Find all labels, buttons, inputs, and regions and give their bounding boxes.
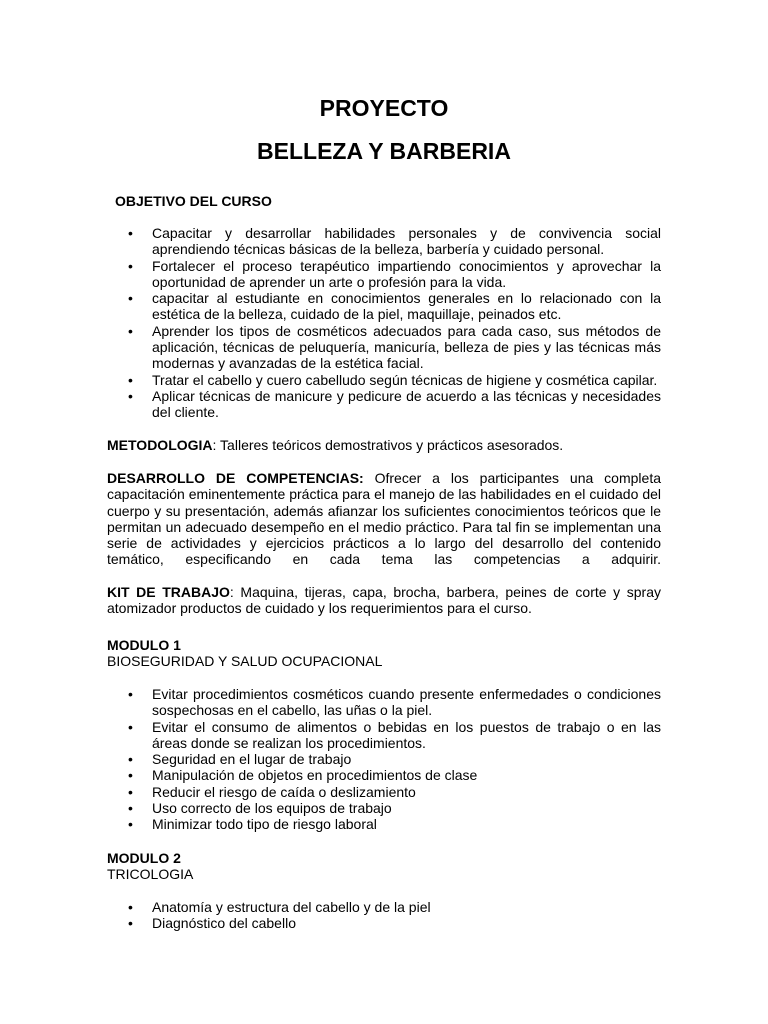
- desarrollo-paragraph: [107, 470, 661, 568]
- metodologia-text: : Talleres teóricos demostrativos y prácticos asesorados.: [212, 437, 564, 453]
- modulo1-label: MODULO 1: [107, 637, 181, 653]
- modulo2-subtitle: TRICOLOGIA: [107, 866, 194, 882]
- list-item: • Aplicar técnicas de manicure y pedicure de acuerdo a las técnicas y necesidades del cliente.: [152, 388, 661, 421]
- list-item: • Capacitar y desarrollar habilidades personales y de convivencia social aprendiendo técnicas básicas de la belleza, barbería y cuidado personal.: [152, 225, 661, 258]
- metodologia-paragraph: [107, 437, 661, 453]
- list-item: • capacitar al estudiante en conocimientos generales en lo relacionado con la estética de la belleza, cuidado de la piel, maquillaje, peinados etc.: [152, 290, 661, 323]
- list-item: • Manipulación de objetos en procedimientos de clase: [152, 767, 661, 783]
- document-title: PROYECTO: [319, 95, 449, 121]
- list-item: • Evitar el consumo de alimentos o bebidas en los puestos de trabajo o en las áreas donde se realizan los procedimientos.: [152, 719, 661, 752]
- modulo1-subtitle: BIOSEGURIDAD Y SALUD OCUPACIONAL: [107, 653, 383, 669]
- kit-label: KIT DE TRABAJO: [107, 584, 230, 600]
- list-item: • Reducir el riesgo de caída o deslizamiento: [152, 784, 661, 800]
- kit-paragraph: [107, 584, 661, 617]
- list-item: • Minimizar todo tipo de riesgo laboral: [152, 816, 661, 832]
- list-item: • Anatomía y estructura del cabello y de la piel: [152, 899, 661, 915]
- metodologia-label: METODOLOGIA: [107, 437, 213, 453]
- list-item: • Evitar procedimientos cosméticos cuando presente enfermedades o condiciones sospechosas en el cabello, las uñas o la piel.: [152, 686, 661, 719]
- modulo2-label: MODULO 2: [107, 850, 181, 866]
- objective-list: [152, 225, 661, 421]
- list-item: • Fortalecer el proceso terapéutico impartiendo conocimientos y aprovechar la oportunidad de aprender un arte o profesión para la vida.: [152, 258, 661, 291]
- list-item: • Aprender los tipos de cosméticos adecuados para cada caso, sus métodos de aplicación, técnicas de peluquería, manicuría, belleza de pies y las técnicas más modernas y avanzadas de la estética facial.: [152, 323, 661, 372]
- list-item: • Diagnóstico del cabello: [152, 915, 661, 931]
- modulo1-list: [152, 686, 661, 833]
- list-item: • Uso correcto de los equipos de trabajo: [152, 800, 661, 816]
- kit-text: : Maquina, tijeras, capa, brocha, barbera, peines de corte y spray atomizador productos de cuidado y los requerimientos para el curso.: [107, 584, 662, 617]
- desarrollo-text: Ofrecer a los participantes una completa capacitación eminentemente práctica para el manejo de las habilidades en el cuidado del cuerpo y su presentación, además afianzar los suficientes conocimientos teóricos que le permitan un adecuado desempeño en el medio práctico. Para tal fin se implementan una serie de actividades y ejercicios prácticos a lo largo del desarrollo del contenido temático, especificando en cada tema las competencias a adquirir.: [107, 470, 661, 568]
- objective-heading: OBJETIVO DEL CURSO: [115, 193, 272, 209]
- list-item: • Tratar el cabello y cuero cabelludo según técnicas de higiene y cosmética capilar.: [152, 372, 661, 388]
- document-subtitle: BELLEZA Y BARBERIA: [257, 138, 511, 164]
- modulo2-list: [152, 899, 661, 932]
- desarrollo-label: DESARROLLO DE COMPETENCIAS:: [107, 470, 364, 486]
- list-item: • Seguridad en el lugar de trabajo: [152, 751, 661, 767]
